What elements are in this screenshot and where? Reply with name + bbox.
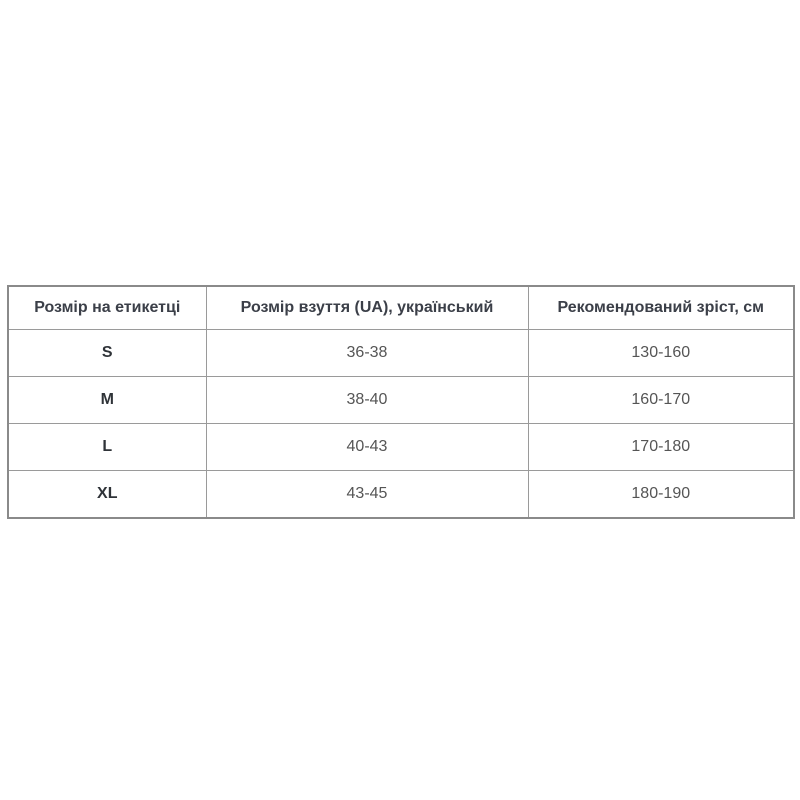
table-row (8, 377, 794, 424)
cell-recommended-height: 160-170 (528, 377, 794, 424)
size-chart-header (8, 286, 794, 330)
size-chart-container (7, 285, 793, 519)
header-shoe-size: Розмір взуття (UA), український (206, 286, 528, 330)
cell-label-size: L (8, 424, 206, 471)
cell-recommended-height: 170-180 (528, 424, 794, 471)
header-row (8, 286, 794, 330)
cell-shoe-size: 36-38 (206, 330, 528, 377)
cell-recommended-height: 180-190 (528, 471, 794, 519)
size-chart-body (8, 330, 794, 519)
cell-label-size: M (8, 377, 206, 424)
cell-recommended-height: 130-160 (528, 330, 794, 377)
table-row (8, 330, 794, 377)
size-chart-table (7, 285, 795, 519)
table-row (8, 471, 794, 519)
cell-shoe-size: 40-43 (206, 424, 528, 471)
cell-label-size: S (8, 330, 206, 377)
cell-shoe-size: 38-40 (206, 377, 528, 424)
header-label-size: Розмір на етикетці (8, 286, 206, 330)
header-recommended-height: Рекомендований зріст, см (528, 286, 794, 330)
table-row (8, 424, 794, 471)
cell-shoe-size: 43-45 (206, 471, 528, 519)
cell-label-size: XL (8, 471, 206, 519)
